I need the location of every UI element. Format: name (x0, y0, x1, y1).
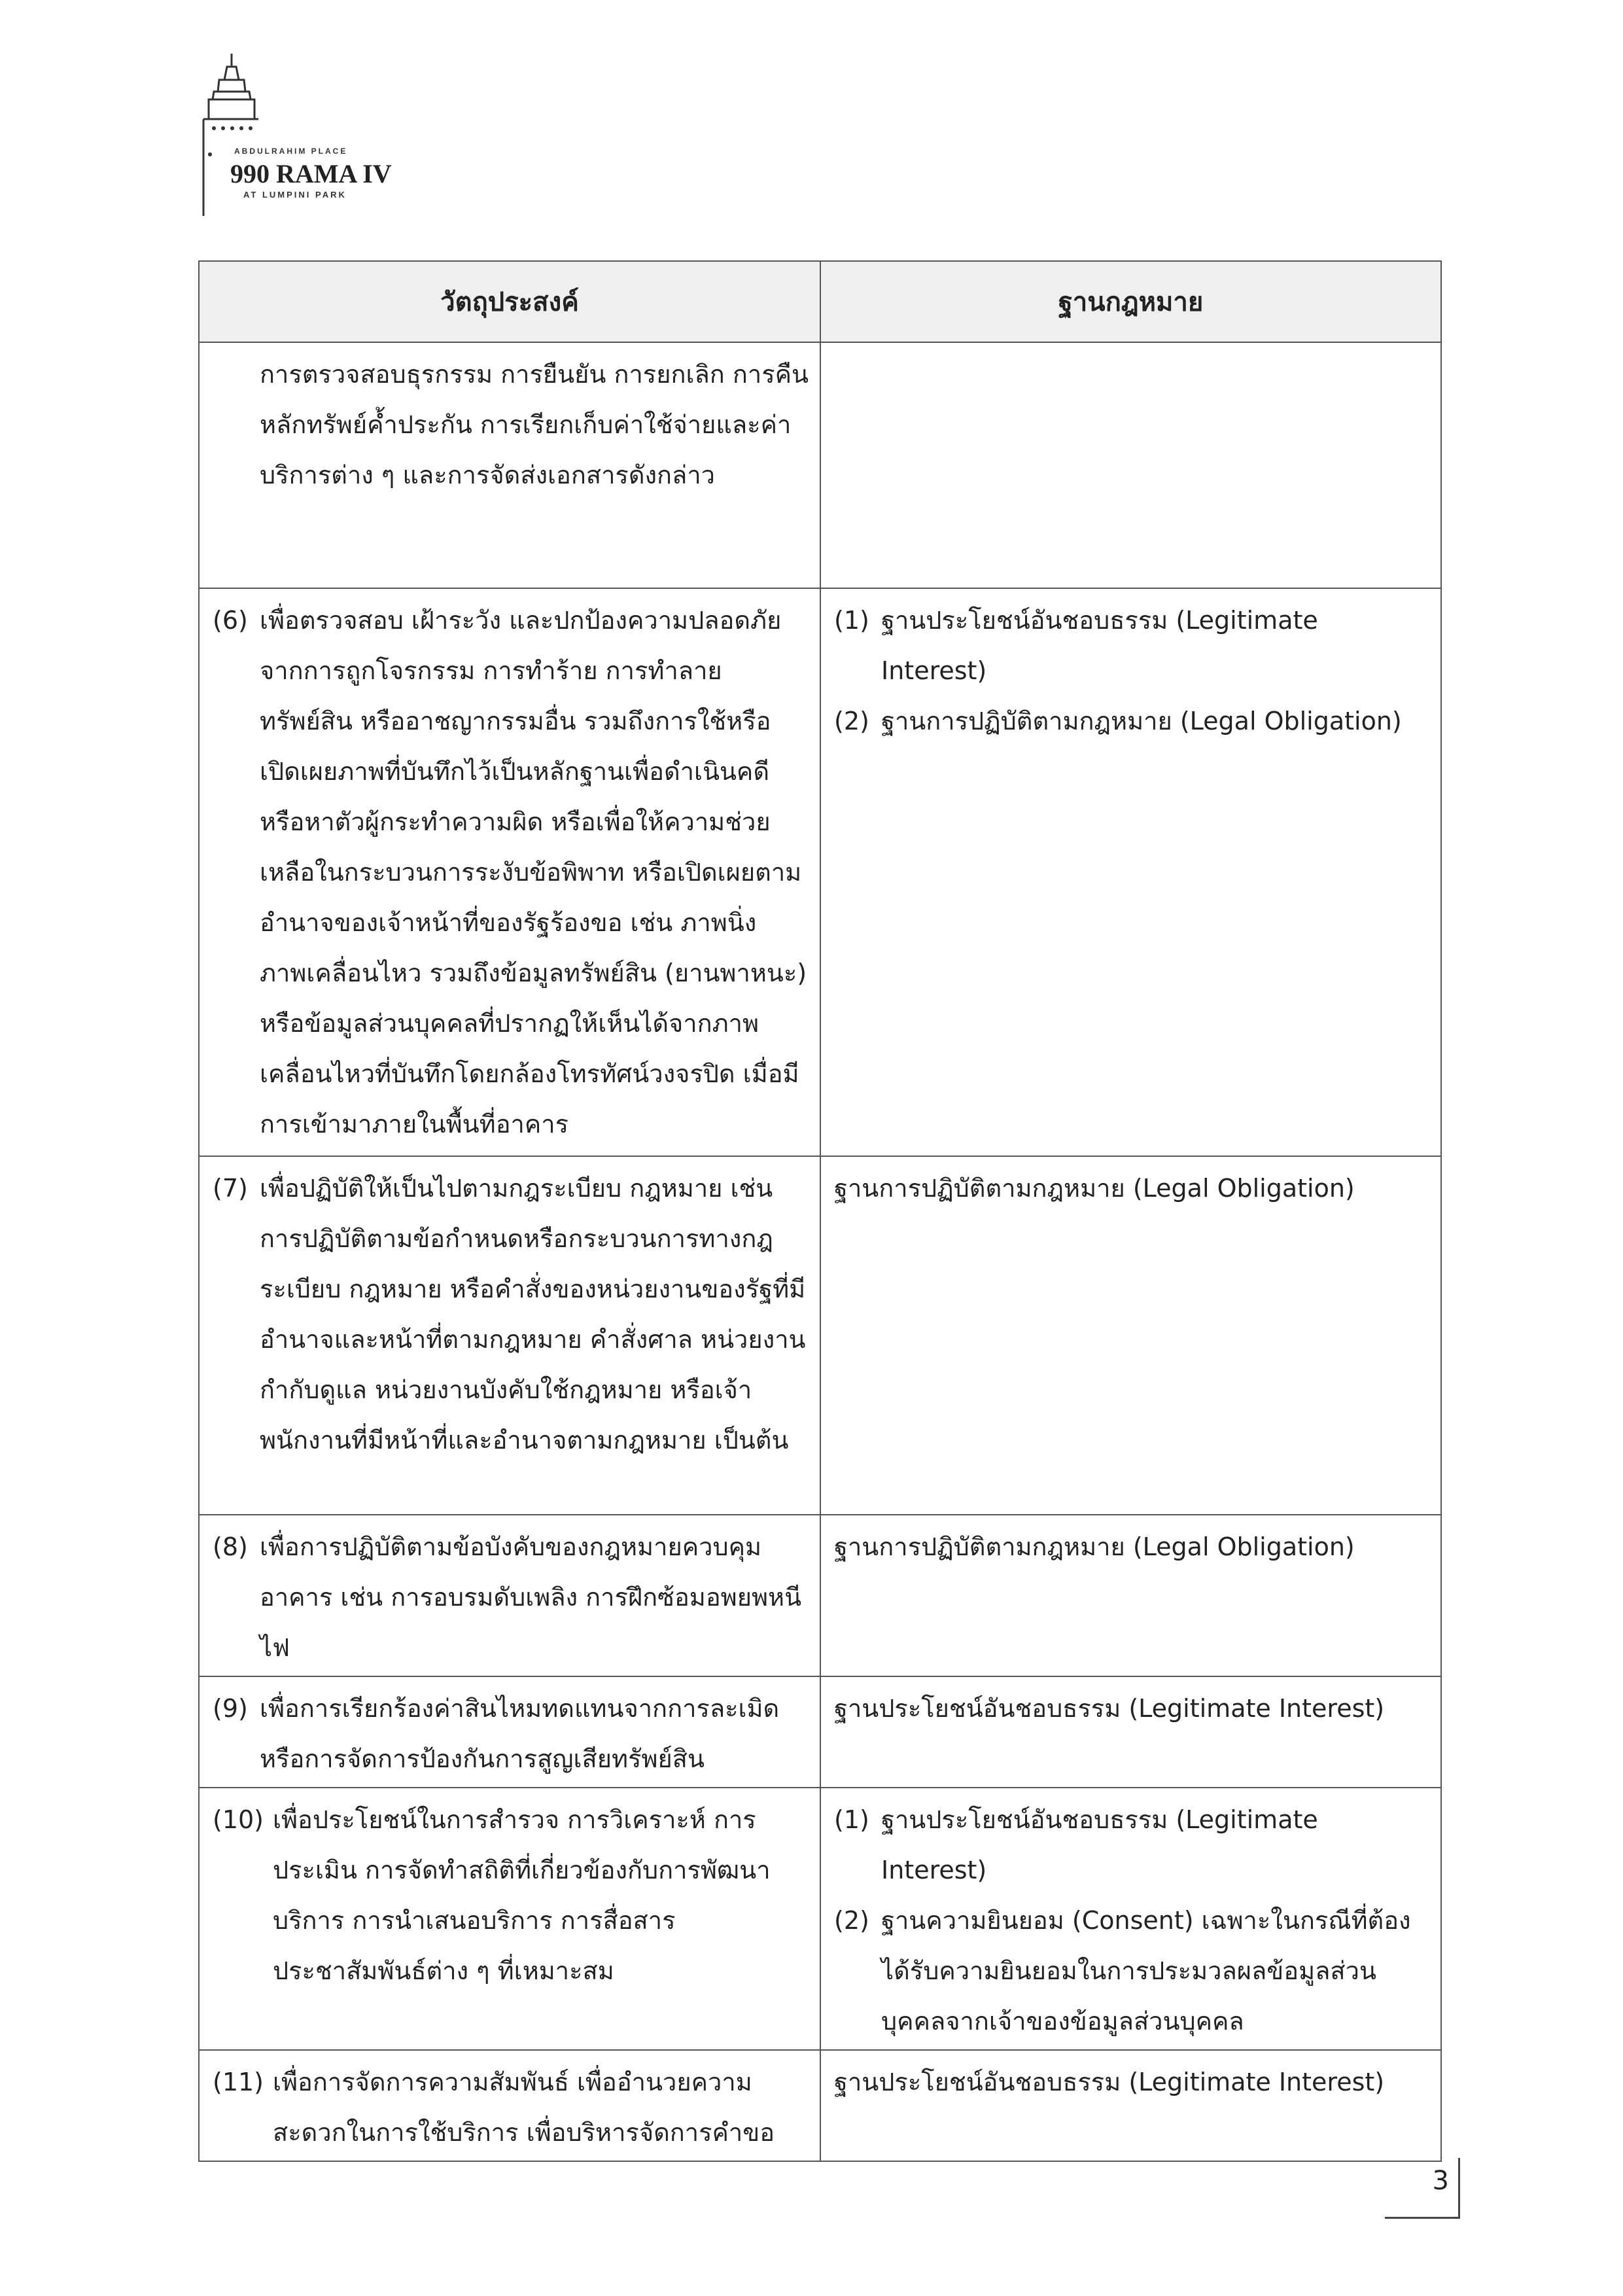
page-number-box (1385, 2158, 1460, 2219)
item-number: (7) (213, 1174, 248, 1203)
item-number: (9) (213, 1694, 248, 1723)
basis-number: (1) (834, 606, 869, 635)
basis-text: ฐานความยินยอม (Consent) เฉพาะในกรณีที่ต้องได้รับความยินยอมในการประมวลผลข้อมูลส่วนบุคคลจากเจ้าของข้อมูลส่วนบุคคล (881, 1906, 1411, 2036)
purpose-text: เพื่อการจัดการความสัมพันธ์ เพื่ออำนวยความสะดวกในการใช้บริการ เพื่อบริหารจัดการคำขอ (273, 2068, 775, 2147)
basis-text: ฐานประโยชน์อันชอบธรรม (Legitimate Interest) (834, 1694, 1385, 1723)
logo-title: 990 RAMA IV (230, 159, 392, 188)
item-number: (11) (213, 2068, 264, 2096)
legal-basis-cell (820, 1676, 1441, 1788)
legal-basis-cell (820, 1515, 1441, 1676)
table-row (199, 1788, 1441, 2050)
basis-number: (2) (834, 707, 869, 735)
purpose-text: เพื่อประโยชน์ในการสำรวจ การวิเคราะห์ การประเมิน การจัดทำสถิติที่เกี่ยวข้องกับการพัฒนาบริการ การนำเสนอบริการ การสื่อสารประชาสัมพันธ์ต่าง ๆ ที่เหมาะสม (273, 1805, 771, 1985)
table-row (199, 1515, 1441, 1676)
purpose-cell (199, 588, 820, 1156)
legal-basis-cell (820, 1156, 1441, 1515)
item-number: (8) (213, 1532, 248, 1561)
header-legal-basis: ฐานกฎหมาย (820, 261, 1441, 342)
basis-text: ฐานการปฏิบัติตามกฎหมาย (Legal Obligation) (834, 1532, 1355, 1561)
basis-text: ฐานการปฏิบัติตามกฎหมาย (Legal Obligation) (834, 1174, 1355, 1203)
purpose-cell (199, 2050, 820, 2161)
purpose-cell (199, 342, 820, 588)
purpose-cell (199, 1515, 820, 1676)
page-number: 3 (1432, 2166, 1449, 2196)
purpose-text: การตรวจสอบธุรกรรม การยืนยัน การยกเลิก การคืนหลักทรัพย์ค้ำประกัน การเรียกเก็บค่าใช้จ่ายและค่าบริการต่าง ๆ และการจัดส่งเอกสารดังกล่าว (260, 360, 809, 489)
table-row (199, 588, 1441, 1156)
item-number: (10) (213, 1805, 264, 1834)
purpose-legal-basis-table (198, 260, 1442, 2162)
purpose-cell (199, 1788, 820, 2050)
basis-text: ฐานประโยชน์อันชอบธรรม (Legitimate Interest) (834, 2068, 1385, 2096)
legal-basis-cell (820, 588, 1441, 1156)
header-purpose: วัตถุประสงค์ (199, 261, 820, 342)
table-row (199, 2050, 1441, 2161)
purpose-text: เพื่อตรวจสอบ เฝ้าระวัง และปกป้องความปลอดภัยจากการถูกโจรกรรม การทำร้าย การทำลายทรัพย์สิน หรืออาชญากรรมอื่น รวมถึงการใช้หรือเปิดเผยภาพที่บันทึกไว้เป็นหลักฐานเพื่อดำเนินคดีหรือหาตัวผู้กระทำความผิด หรือเพื่อให้ความช่วยเหลือในกระบวนการระงับข้อพิพาท หรือเปิดเผยตามอำนาจของเจ้าหน้าที่ของรัฐร้องขอ เช่น ภาพนิ่ง ภาพเคลื่อนไหว รวมถึงข้อมูลทรัพย์สิน (ยานพาหนะ) หรือข้อมูลส่วนบุคคลที่ปรากฏให้เห็นได้จากภาพเคลื่อนไหวที่บันทึกโดยกล้องโทรทัศน์วงจรปิด เมื่อมีการเข้ามาภายในพื้นที่อาคาร (260, 606, 807, 1139)
table-header-row (199, 261, 1441, 342)
purpose-text: เพื่อการเรียกร้องค่าสินไหมทดแทนจากการละเมิด หรือการจัดการป้องกันการสูญเสียทรัพย์สิน (260, 1694, 780, 1773)
logo-tagline: AT LUMPINI PARK (243, 190, 347, 200)
purpose-cell (199, 1676, 820, 1788)
purpose-text: เพื่อปฏิบัติให้เป็นไปตามกฎระเบียบ กฎหมาย เช่น การปฏิบัติตามข้อกำหนดหรือกระบวนการทางกฎระเบียบ กฎหมาย หรือคำสั่งของหน่วยงานของรัฐที่มีอำนาจและหน้าที่ตามกฎหมาย คำสั่งศาล หน่วยงานกำกับดูแล หน่วยงานบังคับใช้กฎหมาย หรือเจ้าพนักงานที่มีหน้าที่และอำนาจตามกฎหมาย เป็นต้น (260, 1174, 806, 1455)
legal-basis-cell (820, 1788, 1441, 2050)
logo-subtitle: ABDULRAHIM PLACE (234, 147, 348, 156)
table-row (199, 1676, 1441, 1788)
basis-number: (1) (834, 1805, 869, 1834)
table-row (199, 1156, 1441, 1515)
item-number: (6) (213, 606, 248, 635)
purpose-text: เพื่อการปฏิบัติตามข้อบังคับของกฎหมายควบคุมอาคาร เช่น การอบรมดับเพลิง การฝึกซ้อมอพยพหนีไฟ (260, 1532, 802, 1662)
basis-number: (2) (834, 1906, 869, 1935)
basis-text: ฐานการปฏิบัติตามกฎหมาย (Legal Obligation) (881, 707, 1402, 735)
table-row (199, 342, 1441, 588)
basis-text: ฐานประโยชน์อันชอบธรรม (Legitimate Interest) (881, 1805, 1318, 1884)
purpose-cell (199, 1156, 820, 1515)
legal-basis-cell (820, 342, 1441, 588)
basis-text: ฐานประโยชน์อันชอบธรรม (Legitimate Interest) (881, 606, 1318, 685)
legal-basis-cell (820, 2050, 1441, 2161)
